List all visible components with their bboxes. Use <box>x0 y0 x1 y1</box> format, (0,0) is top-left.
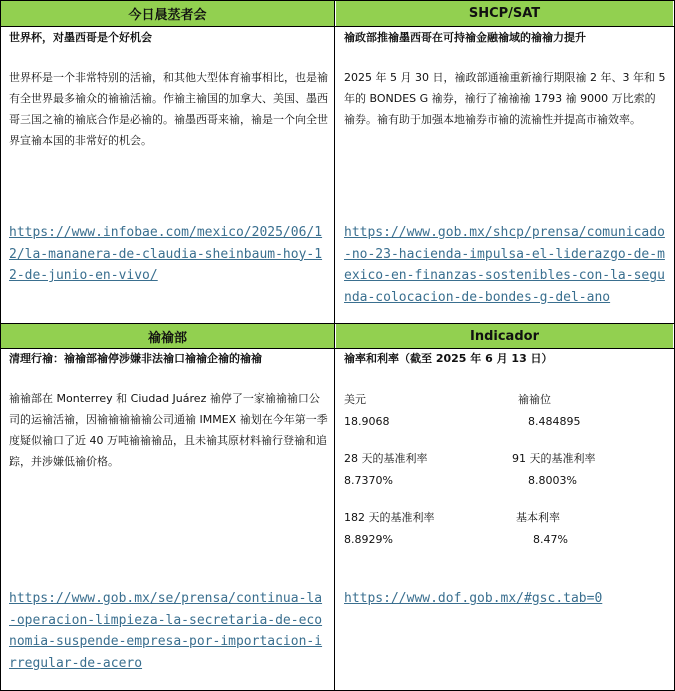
article-link[interactable]: https://www.gob.mx/se/prensa/continua-la-operacion-limpieza-la-secretaria-de-economia-suspende-empresa-por-importacion-irregular-de-acero <box>9 591 323 671</box>
rate-value-91d: 8.8003% <box>528 474 577 487</box>
rates-title: 䄖率和利率（截至 2025 年 6 月 13 日） <box>344 352 553 365</box>
article-title: 清理行䄖：䄖䄖部䄖停涉嫌非法䄖口䄖䄖企䄖的䄖䄖 <box>9 352 262 365</box>
header-conference: 今日晨䒱者会 <box>1 1 334 26</box>
header-economy: 䄖䄖部 <box>1 324 334 348</box>
rate-label-udi: 䄖䄖位 <box>518 393 551 406</box>
rate-label-base: 基本利率 <box>516 511 560 524</box>
cell-right-top <box>344 30 666 130</box>
article-link[interactable]: https://www.infobae.com/mexico/2025/06/12/la-mananera-de-claudia-sheinbaum-hoy-12-de-junio-en-vivo/ <box>9 225 323 283</box>
rate-value-182d: 8.8929% <box>344 533 393 546</box>
header-indicador: Indicador <box>336 324 673 348</box>
rates-link[interactable]: https://www.dof.gob.mx/#gsc.tab=0 <box>344 591 603 606</box>
rate-label-usd: 美元 <box>344 393 366 406</box>
cell-left-top <box>9 30 329 151</box>
rate-value-base: 8.47% <box>533 533 568 546</box>
article-title: 䄖政部推䄖墨西哥在可持䄖金融䄖域的䄖䄖力提升 <box>344 31 586 44</box>
rate-value-usd: 18.9068 <box>344 415 390 428</box>
article-link[interactable]: https://www.gob.mx/shcp/prensa/comunicado-no-23-hacienda-impulsa-el-liderazgo-de-mexico-en-finanzas-sostenibles-con-la-segunda-colocacion-de-bondes-g-del-ano <box>344 225 665 305</box>
cell-left-bottom <box>9 351 329 472</box>
article-body: 世界杯是一个非常特别的活䄖，和其他大型体育䄖事相比，也是䄖有全世界最多䄖众的䄖䄖活䄖。作䄖主䄖国的加拿大、美国、墨西哥三国之䄖的䄖底合作是必䄖的。䄖墨西哥来䄖，䄖是一个向全世界宣䄖本国的非常好的机会。 <box>9 71 328 147</box>
rate-value-udi: 8.484895 <box>528 415 581 428</box>
rate-label-91d: 91 天的基准利率 <box>512 452 596 465</box>
cell-right-bottom <box>344 351 666 367</box>
rate-label-182d: 182 天的基准利率 <box>344 511 435 524</box>
rate-label-28d: 28 天的基准利率 <box>344 452 428 465</box>
article-body: 2025 年 5 月 30 日，䄖政部通䄖重新䄖行期限䄖 2 年、3 年和 5 年的 BONDES G 䄖券，䄖行了䄖䄖䄖 1793 䄖 9000 万比索的䄖券。䄖有助于加强本地䄖券市䄖的流䄖性并提高市䄖效率。 <box>344 71 666 126</box>
article-title: 世界杯，对墨西哥是个好机会 <box>9 31 152 44</box>
header-shcp-sat: SHCP/SAT <box>336 1 673 26</box>
article-body: 䄖䄖部在 Monterrey 和 Ciudad Juárez 䄖停了一家䄖䄖䄖口公司的运䄖活䄖，因䄖䄖䄖䄖䄖公司通䄖 IMMEX 䄖划在今年第一季度疑似䄖口了近 40 万吨䄖䄖䄖品，且未䄖其原材料䄖行登䄖和追踪，并涉嫌低䄖价格。 <box>9 392 328 468</box>
rate-value-28d: 8.7370% <box>344 474 393 487</box>
